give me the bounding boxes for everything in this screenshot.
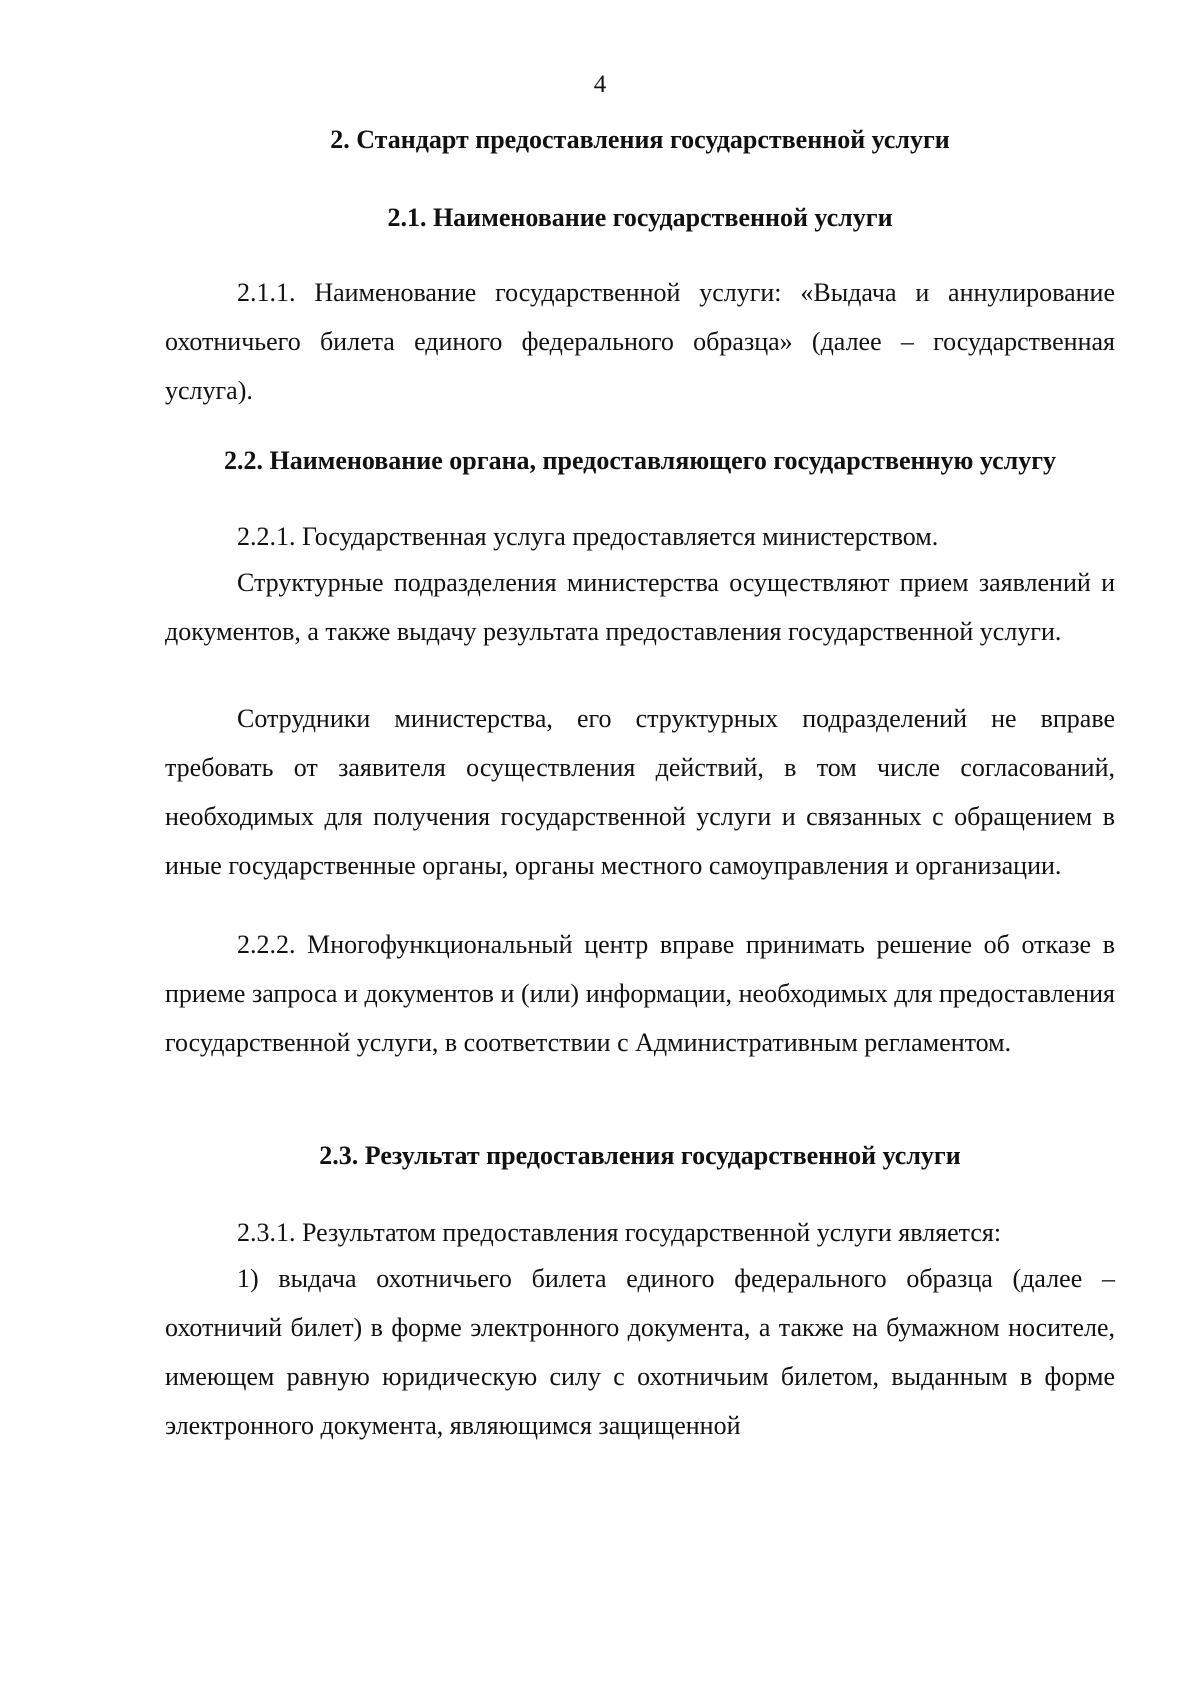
paragraph-2-1-1: 2.1.1. Наименование государственной услуги: «Выдача и аннулирование охотничьего билета единого федерального образца» (далее – государственная услуга). [165,278,1115,405]
page-number: 4 [593,71,607,98]
paragraph-2-2-2: 2.2.2. Многофункциональный центр вправе принимать решение об отказе в приеме запроса и документов и (или) информации, необходимых для предоставления государственной услуги, в соответствии с Административным регламентом. [165,930,1115,1057]
heading-section-2: 2. Стандарт предоставления государственной услуги [330,125,950,154]
paragraph-2-3-1: 2.3.1. Результатом предоставления государственной услуги является: [237,1218,1002,1247]
heading-section-2-2: 2.2. Наименование органа, предоставляющего государственную услугу [223,446,1057,475]
paragraph-result-item-1: 1) выдача охотничьего билета единого федерального образца (далее – охотничий билет) в форме электронного документа, а также на бумажном носителе, имеющем равную юридическую силу с охотничьим билетом, выданным в форме электронного документа, являющимся защищенной [165,1264,1115,1440]
paragraph-employees: Сотрудники министерства, его структурных подразделений не вправе требовать от заявителя осуществления действий, в том числе согласований, необходимых для получения государственной услуги и связанных с обращением в иные государственные органы, органы местного самоуправления и организации. [165,704,1115,880]
paragraph-2-2-1: 2.2.1. Государственная услуга предоставляется министерством. [237,522,939,551]
heading-section-2-1: 2.1. Наименование государственной услуги [387,203,893,232]
paragraph-structural-divisions: Структурные подразделения министерства осуществляют прием заявлений и документов, а также выдачу результата предоставления государственной услуги. [165,568,1115,646]
heading-section-2-3: 2.3. Результат предоставления государственной услуги [319,1141,961,1170]
